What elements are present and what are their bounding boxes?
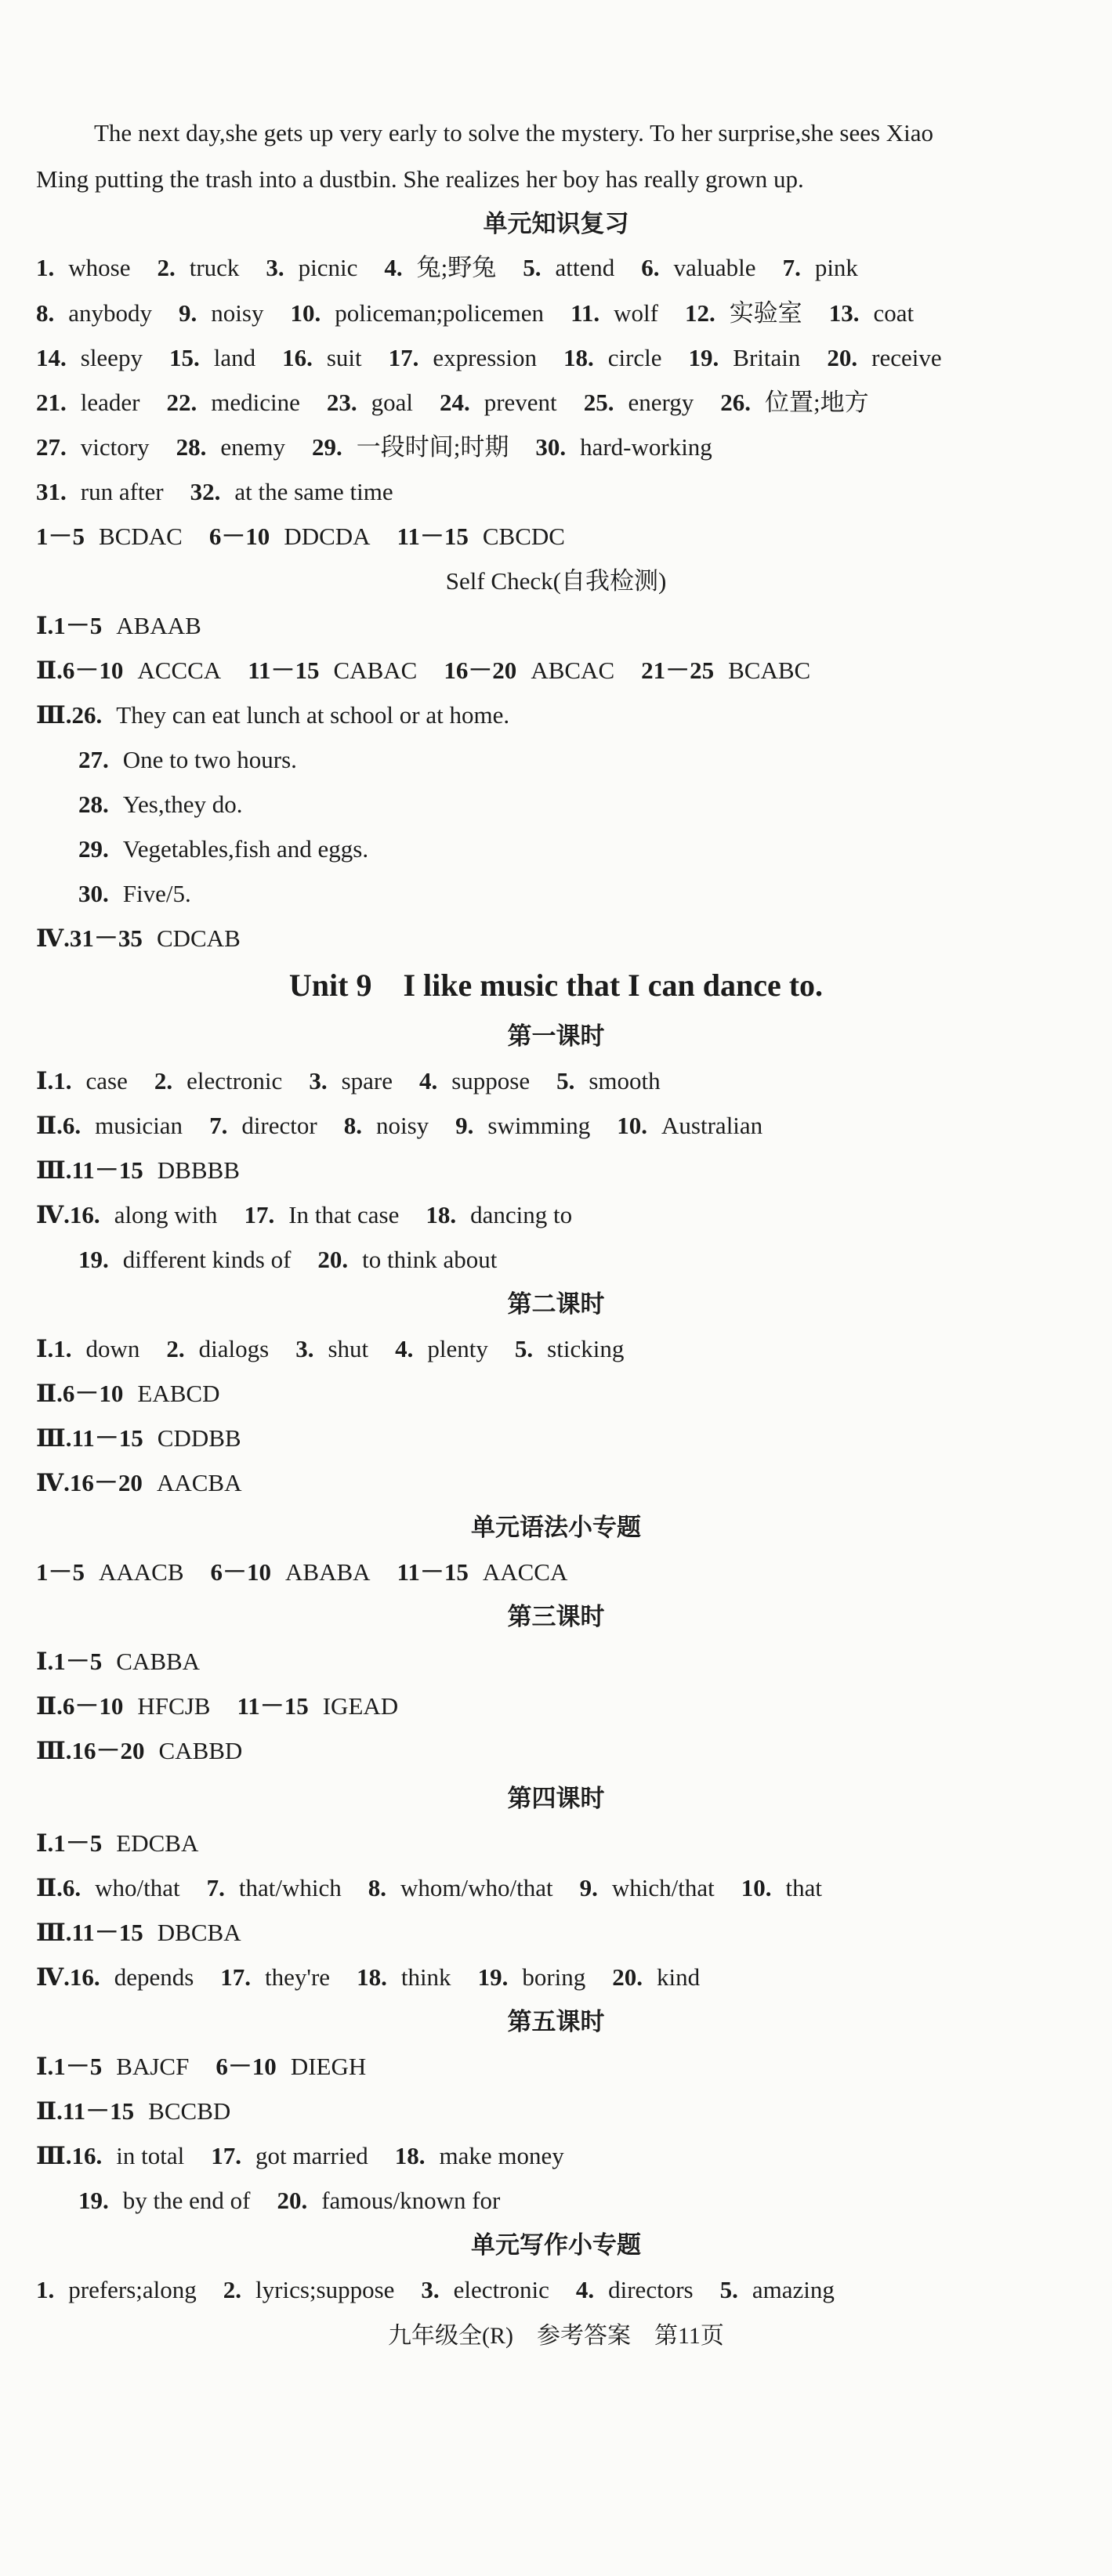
answer-text: case: [85, 1067, 128, 1094]
question-number: 30.: [535, 433, 567, 461]
question-number: 19.: [78, 2187, 109, 2214]
answer-text: that: [785, 1874, 822, 1901]
answer-text: spare: [341, 1067, 393, 1094]
question-number: Ⅲ.26.: [36, 701, 103, 729]
answer-text: 实验室: [729, 299, 802, 327]
answer-row: [36, 2096, 1081, 2127]
answer-text: pink: [814, 254, 858, 281]
answer-row: [36, 2051, 1081, 2082]
answer-text: run after: [80, 478, 164, 505]
answer-text: at the same time: [234, 478, 393, 505]
question-number: Ⅲ.11－15: [36, 1424, 143, 1452]
question-number: Ⅱ.6.: [36, 1874, 81, 1901]
question-number: 10.: [290, 299, 321, 327]
answer-text: ABCAC: [531, 657, 615, 684]
story-line-2: Ming putting the trash into a dustbin. She realizes her boy has really grown up.: [36, 165, 804, 193]
answer-text: ACCCA: [137, 657, 222, 684]
answer-text: in total: [116, 2142, 185, 2169]
question-number: 1－5: [36, 1558, 85, 1586]
answer-row: [36, 1155, 1081, 1186]
question-number: 11－15: [248, 657, 320, 684]
question-number: 16－20: [444, 657, 517, 684]
answer-text: 一段时间;时期: [356, 433, 509, 461]
answer-text: ABABA: [285, 1558, 371, 1586]
answer-text: musician: [95, 1112, 183, 1139]
question-number: 11.: [570, 299, 600, 327]
answer-row: [36, 1423, 1081, 1454]
answer-text: BAJCF: [116, 2053, 190, 2080]
answer-row: [36, 476, 1081, 508]
answer-text: enemy: [220, 433, 285, 461]
answer-text: kind: [657, 1963, 701, 1991]
question-number: Ⅱ.11－15: [36, 2097, 135, 2125]
answer-text: In that case: [288, 1201, 400, 1228]
answer-text: 兔;野兔: [416, 254, 497, 281]
question-number: Ⅰ.1－5: [36, 612, 103, 639]
answer-text: CDDBB: [157, 1424, 241, 1452]
answer-text: DDCDA: [284, 523, 371, 550]
question-number: 30.: [78, 880, 109, 907]
answer-text: depends: [114, 1963, 194, 1991]
question-number: 3.: [421, 2276, 440, 2303]
answer-text: BCDAC: [99, 523, 183, 550]
answer-row: [36, 655, 1081, 686]
answer-text: electronic: [453, 2276, 549, 2303]
question-number: Ⅲ.16－20: [36, 1737, 145, 1764]
answer-row: [36, 342, 1081, 374]
question-number: 5.: [556, 1067, 575, 1094]
question-number: 11－15: [397, 1558, 469, 1586]
question-number: 21－25: [641, 657, 715, 684]
answer-text: got married: [255, 2142, 368, 2169]
answer-text: goal: [371, 389, 413, 416]
answer-text: One to two hours.: [122, 746, 297, 773]
answer-text: director: [241, 1112, 317, 1139]
question-number: 22.: [166, 389, 197, 416]
question-number: 8.: [368, 1874, 386, 1901]
answer-text: circle: [607, 344, 662, 371]
answer-text: whose: [68, 254, 131, 281]
answer-text: to think about: [362, 1246, 498, 1273]
answer-row: [36, 1735, 1081, 1767]
question-number: 11－15: [237, 1692, 309, 1720]
answer-text: CABAC: [333, 657, 418, 684]
answer-text: whom/who/that: [400, 1874, 553, 1901]
story-line-1: The next day,she gets up very early to solve the mystery. To her surprise,she sees Xiao: [94, 119, 934, 147]
answer-text: by the end of: [122, 2187, 251, 2214]
answer-text: coat: [873, 299, 915, 327]
answer-text: attend: [555, 254, 615, 281]
question-number: 19.: [477, 1963, 509, 1991]
answer-text: that/which: [238, 1874, 342, 1901]
answer-text: They can eat lunch at school or at home.: [116, 701, 510, 729]
self-check-heading: Self Check(自我检测): [445, 567, 667, 595]
question-number: Ⅱ.6－10: [36, 1692, 124, 1720]
question-number: 28.: [176, 433, 207, 461]
question-number: 2.: [166, 1335, 185, 1362]
answer-text: policeman;policemen: [335, 299, 545, 327]
question-number: 9.: [455, 1112, 474, 1139]
question-number: 28.: [78, 791, 109, 818]
answer-text: Five/5.: [122, 880, 191, 907]
question-number: Ⅲ.11－15: [36, 1156, 143, 1184]
answer-text: sleepy: [80, 344, 143, 371]
answer-row: [36, 252, 1081, 284]
answer-text: land: [213, 344, 256, 371]
question-number: 25.: [583, 389, 614, 416]
answer-row: [36, 1557, 1081, 1588]
question-number: 7.: [206, 1874, 225, 1901]
question-number: 20.: [317, 1246, 349, 1273]
answer-row: [36, 1467, 1081, 1499]
answer-text: noisy: [375, 1112, 429, 1139]
answer-row: [36, 1378, 1081, 1409]
question-number: 17.: [220, 1963, 252, 1991]
answer-text: wolf: [614, 299, 658, 327]
question-number: Ⅱ.6－10: [36, 1380, 124, 1407]
question-number: 2.: [223, 2276, 242, 2303]
answer-text: anybody: [68, 299, 153, 327]
question-number: 14.: [36, 344, 67, 371]
question-number: 4.: [384, 254, 403, 281]
answer-text: make money: [439, 2142, 564, 2169]
answer-text: CDCAB: [156, 924, 241, 952]
question-number: Ⅲ.11－15: [36, 1919, 143, 1946]
answer-row: [36, 1872, 1081, 1904]
question-number: 29.: [311, 433, 342, 461]
answer-text: prefers;along: [68, 2276, 197, 2303]
answer-row: [36, 1333, 1081, 1365]
question-number: 3.: [266, 254, 284, 281]
answer-row: [36, 1110, 1081, 1141]
question-number: Ⅱ.6－10: [36, 657, 124, 684]
answer-row: [36, 432, 1081, 463]
answer-row: [36, 387, 1081, 418]
lesson3-heading: 第三课时: [507, 1603, 605, 1630]
question-number: 2.: [154, 1067, 173, 1094]
unit-title: Unit 9 I like music that I can dance to.: [288, 968, 824, 1003]
answer-text: sticking: [547, 1335, 625, 1362]
answer-text: noisy: [211, 299, 264, 327]
answer-row: [36, 1199, 1081, 1231]
question-number: 19.: [688, 344, 719, 371]
question-number: Ⅰ.1－5: [36, 1829, 103, 1857]
answer-text: DBCBA: [157, 1919, 241, 1946]
question-number: 24.: [439, 389, 470, 416]
question-number: Ⅳ.16.: [36, 1201, 100, 1228]
answer-row: [36, 1691, 1081, 1722]
question-number: 8.: [343, 1112, 362, 1139]
question-number: 20.: [612, 1963, 643, 1991]
answer-text: shut: [328, 1335, 369, 1362]
answer-text: BCCBD: [148, 2097, 231, 2125]
question-number: Ⅰ.1.: [36, 1067, 72, 1094]
answer-text: electronic: [187, 1067, 283, 1094]
answer-text: Yes,they do.: [122, 791, 243, 818]
answer-text: along with: [114, 1201, 218, 1228]
question-number: 29.: [78, 835, 109, 863]
question-number: 3.: [295, 1335, 314, 1362]
question-number: 17.: [244, 1201, 275, 1228]
question-number: 11－15: [397, 523, 469, 550]
review-heading: 单元知识复习: [483, 210, 629, 237]
answer-row: [78, 744, 1081, 776]
question-number: 17.: [388, 344, 419, 371]
question-number: 18.: [394, 2142, 426, 2169]
answer-row: [78, 834, 1081, 865]
answer-row: [36, 1917, 1081, 1948]
answer-text: 位置;地方: [764, 389, 869, 416]
answer-row: [36, 1828, 1081, 1859]
question-number: 20.: [277, 2187, 308, 2214]
answer-row: [78, 789, 1081, 820]
question-number: 1－5: [36, 523, 85, 550]
answer-text: medicine: [211, 389, 300, 416]
question-number: 20.: [827, 344, 858, 371]
grammar-heading: 单元语法小专题: [471, 1514, 641, 1541]
answer-text: famous/known for: [321, 2187, 501, 2214]
answer-text: EABCD: [137, 1380, 220, 1407]
question-number: 3.: [309, 1067, 328, 1094]
answer-text: DIEGH: [290, 2053, 367, 2080]
answer-text: AACCA: [482, 1558, 568, 1586]
answer-text: dancing to: [470, 1201, 573, 1228]
question-number: 6－10: [210, 1558, 272, 1586]
answer-text: truck: [189, 254, 240, 281]
question-number: 9.: [579, 1874, 598, 1901]
answer-row: [78, 2185, 1081, 2216]
question-number: Ⅳ.16－20: [36, 1469, 143, 1496]
answer-text: plenty: [427, 1335, 488, 1362]
answer-text: different kinds of: [122, 1246, 292, 1273]
question-number: 27.: [78, 746, 109, 773]
lesson5-heading: 第五课时: [507, 2008, 605, 2035]
answer-text: who/that: [95, 1874, 180, 1901]
answer-text: amazing: [752, 2276, 835, 2303]
answer-text: ABAAB: [116, 612, 201, 639]
answer-text: suit: [326, 344, 362, 371]
answer-text: lyrics;suppose: [255, 2276, 395, 2303]
question-number: Ⅲ.16.: [36, 2142, 103, 2169]
answer-row: [36, 2274, 1081, 2306]
answer-text: HFCJB: [137, 1692, 211, 1720]
question-number: Ⅰ.1.: [36, 1335, 72, 1362]
answer-text: boring: [522, 1963, 586, 1991]
answer-row: [36, 610, 1081, 642]
answer-text: receive: [871, 344, 942, 371]
question-number: 10.: [617, 1112, 648, 1139]
answer-text: suppose: [451, 1067, 531, 1094]
answer-row: [36, 521, 1081, 552]
answer-row: [36, 2140, 1081, 2172]
answer-text: BCABC: [728, 657, 811, 684]
answer-text: prevent: [484, 389, 557, 416]
answer-text: CABBD: [158, 1737, 243, 1764]
answer-row: [36, 700, 1081, 731]
answer-text: picnic: [298, 254, 358, 281]
answer-text: dialogs: [198, 1335, 270, 1362]
answer-text: which/that: [611, 1874, 715, 1901]
question-number: 31.: [36, 478, 67, 505]
question-number: Ⅰ.1－5: [36, 1648, 103, 1675]
answer-text: expression: [433, 344, 537, 371]
question-number: Ⅱ.6.: [36, 1112, 81, 1139]
question-number: 5.: [514, 1335, 534, 1362]
question-number: 18.: [426, 1201, 457, 1228]
question-number: 27.: [36, 433, 67, 461]
question-number: 6.: [641, 254, 660, 281]
question-number: Ⅳ.16.: [36, 1963, 100, 1991]
answer-text: victory: [80, 433, 150, 461]
answer-text: CABBA: [116, 1648, 201, 1675]
question-number: 1.: [36, 2276, 55, 2303]
answer-text: CBCDC: [482, 523, 565, 550]
question-number: 6－10: [216, 2053, 277, 2080]
answer-text: smooth: [589, 1067, 661, 1094]
question-number: 9.: [179, 299, 197, 327]
question-number: 13.: [828, 299, 860, 327]
question-number: 15.: [168, 344, 200, 371]
question-number: 4.: [418, 1067, 438, 1094]
question-number: 10.: [741, 1874, 772, 1901]
question-number: 16.: [282, 344, 313, 371]
question-number: 32.: [190, 478, 221, 505]
answer-text: valuable: [673, 254, 756, 281]
question-number: 18.: [563, 344, 594, 371]
question-number: 4.: [575, 2276, 595, 2303]
lesson4-heading: 第四课时: [507, 1785, 605, 1812]
answer-row: [36, 298, 1081, 329]
answer-text: down: [85, 1335, 140, 1362]
answer-text: directors: [608, 2276, 694, 2303]
answer-text: EDCBA: [116, 1829, 199, 1857]
answer-text: hard-working: [580, 433, 712, 461]
answer-text: think: [400, 1963, 451, 1991]
answer-text: AACBA: [156, 1469, 242, 1496]
answer-text: Australian: [661, 1112, 763, 1139]
answer-row: [36, 923, 1081, 954]
answer-text: they're: [265, 1963, 331, 1991]
answer-row: [78, 878, 1081, 910]
question-number: 1.: [36, 254, 55, 281]
page-footer: 九年级全(R) 参考答案 第11页: [388, 2323, 724, 2349]
question-number: 8.: [36, 299, 55, 327]
question-number: 5.: [523, 254, 542, 281]
question-number: 4.: [395, 1335, 414, 1362]
question-number: 17.: [211, 2142, 241, 2169]
answer-row: [36, 1646, 1081, 1677]
answer-text: DBBBB: [157, 1156, 240, 1184]
answer-text: Britain: [733, 344, 801, 371]
question-number: 21.: [36, 389, 67, 416]
answer-text: AAACB: [99, 1558, 184, 1586]
question-number: 7.: [782, 254, 801, 281]
question-number: 7.: [209, 1112, 228, 1139]
question-number: 26.: [720, 389, 751, 416]
lesson1-heading: 第一课时: [507, 1022, 605, 1050]
answer-row: [36, 1962, 1081, 1993]
answer-text: energy: [628, 389, 694, 416]
answer-text: leader: [80, 389, 140, 416]
question-number: 5.: [719, 2276, 738, 2303]
question-number: 2.: [157, 254, 176, 281]
question-number: Ⅰ.1－5: [36, 2053, 103, 2080]
answer-row: [36, 1065, 1081, 1097]
lesson2-heading: 第二课时: [507, 1290, 605, 1318]
question-number: Ⅳ.31－35: [36, 924, 143, 952]
writing-heading: 单元写作小专题: [471, 2231, 641, 2259]
question-number: 12.: [684, 299, 715, 327]
answer-text: Vegetables,fish and eggs.: [122, 835, 369, 863]
question-number: 18.: [357, 1963, 387, 1991]
question-number: 19.: [78, 1246, 109, 1273]
question-number: 6－10: [208, 523, 270, 550]
answer-row: [78, 1244, 1081, 1275]
answer-text: IGEAD: [322, 1692, 399, 1720]
question-number: 23.: [326, 389, 357, 416]
answer-text: swimming: [487, 1112, 591, 1139]
